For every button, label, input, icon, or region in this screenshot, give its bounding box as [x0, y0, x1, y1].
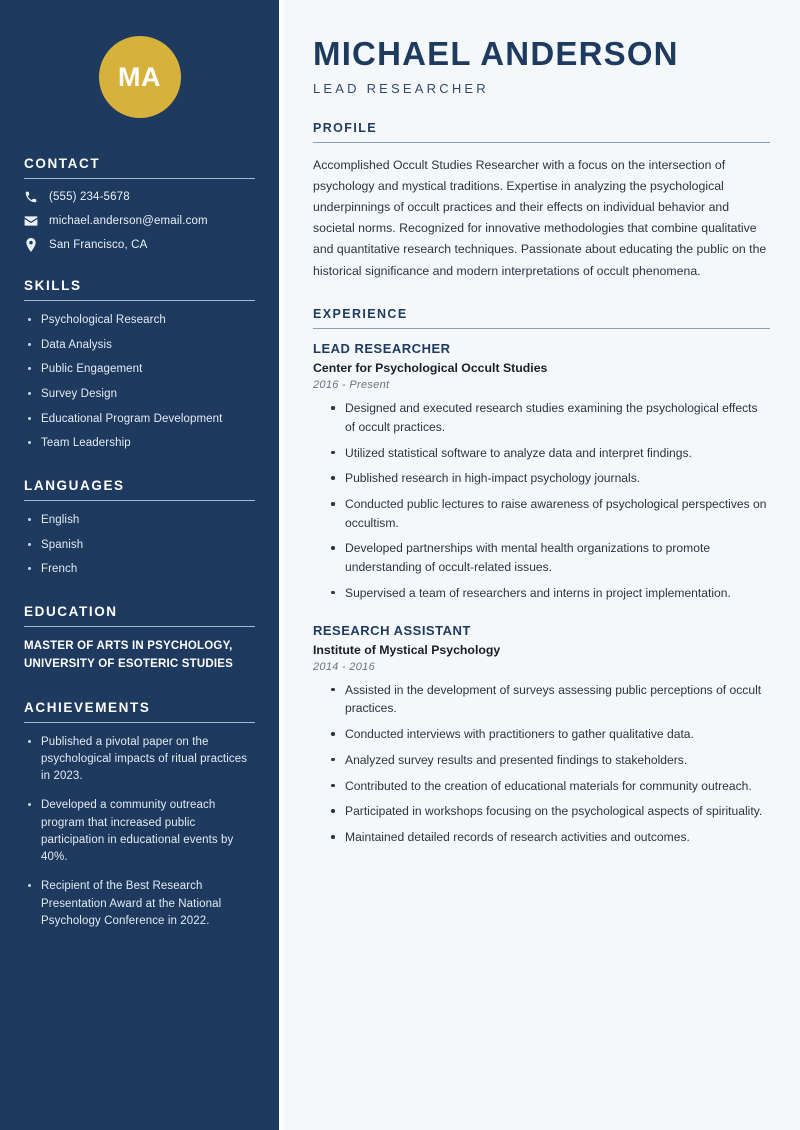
- education-degree: MASTER OF ARTS IN PSYCHOLOGY, UNIVERSITY OF ESOTERIC STUDIES: [24, 640, 233, 670]
- list-item: Designed and executed research studies examining the psychological effects of occult practices.: [329, 399, 770, 436]
- languages-list: [24, 512, 255, 578]
- envelope-icon: [24, 214, 38, 228]
- contact-phone-value: (555) 234-5678: [49, 191, 130, 203]
- list-item: Survey Design: [24, 386, 255, 403]
- main-content: [283, 0, 800, 1130]
- list-item: Published research in high-impact psychology journals.: [329, 469, 770, 488]
- contact-section: [24, 156, 255, 252]
- list-item: Assisted in the development of surveys assessing public perceptions of occult practices.: [329, 681, 770, 718]
- achievements-list: [24, 734, 255, 931]
- contact-divider: [24, 178, 255, 179]
- contact-email-value: michael.anderson@email.com: [49, 215, 208, 227]
- profile-section: [313, 121, 770, 282]
- list-item: Developed partnerships with mental health organizations to promote understanding of occult-related issues.: [329, 539, 770, 576]
- contact-location-value: San Francisco, CA: [49, 239, 148, 251]
- list-item: Participated in workshops focusing on the psychological aspects of spirituality.: [329, 802, 770, 821]
- job-dates: 2016 - Present: [313, 379, 390, 392]
- list-item: Published a pivotal paper on the psychological impacts of ritual practices in 2023.: [24, 734, 255, 786]
- achievements-section: [24, 700, 255, 931]
- phone-icon: [24, 190, 38, 204]
- contact-email-row[interactable]: [24, 214, 255, 228]
- achievements-heading: ACHIEVEMENTS: [24, 699, 151, 715]
- profile-text: Accomplished Occult Studies Researcher with a focus on the intersection of psychology and mystical traditions. Expertise in analyzing the psychological underpinnings of occult practices and their effects on individual behavior and societal norms. Recognized for innovative methodologies that combine qualitative and quantitative research techniques. Passionate about educating the public on the historical significance and modern interpretations of occult phenomena.: [313, 157, 767, 278]
- education-divider: [24, 626, 255, 627]
- skills-section: [24, 278, 255, 452]
- sidebar: [0, 0, 279, 1130]
- job-bullet-list: [313, 681, 770, 847]
- profile-divider: [313, 142, 770, 143]
- avatar-container: [24, 0, 255, 156]
- job-bullet-list: [313, 399, 770, 603]
- skills-divider: [24, 300, 255, 301]
- languages-divider: [24, 500, 255, 501]
- list-item: Conducted public lectures to raise awareness of psychological perspectives on occultism.: [329, 495, 770, 532]
- list-item: Psychological Research: [24, 312, 255, 329]
- list-item: Analyzed survey results and presented findings to stakeholders.: [329, 751, 770, 770]
- list-item: English: [24, 512, 255, 529]
- experience-divider: [313, 328, 770, 329]
- list-item: Team Leadership: [24, 435, 255, 452]
- profile-heading: PROFILE: [313, 120, 377, 135]
- contact-heading: CONTACT: [24, 156, 101, 171]
- experience-heading: EXPERIENCE: [313, 306, 408, 321]
- list-item: Data Analysis: [24, 337, 255, 354]
- job-company: Center for Psychological Occult Studies: [313, 361, 548, 376]
- list-item: Supervised a team of researchers and interns in project implementation.: [329, 584, 770, 603]
- job-title: LEAD RESEARCHER: [313, 341, 451, 357]
- skills-heading: SKILLS: [24, 278, 82, 293]
- page-title: MICHAEL ANDERSON: [313, 35, 679, 72]
- list-item: Recipient of the Best Research Presentation Award at the National Psychology Conference in 2022.: [24, 878, 255, 930]
- skills-list: [24, 312, 255, 452]
- job-company: Institute of Mystical Psychology: [313, 642, 501, 657]
- education-heading: EDUCATION: [24, 604, 118, 620]
- list-item: Utilized statistical software to analyze data and interpret findings.: [329, 444, 770, 463]
- contact-phone-row[interactable]: [24, 190, 255, 204]
- avatar: MA: [99, 36, 181, 118]
- list-item: Spanish: [24, 537, 255, 554]
- list-item: Contributed to the creation of educational materials for community outreach.: [329, 777, 770, 796]
- experience-section: [313, 307, 770, 847]
- job-title: RESEARCH ASSISTANT: [313, 622, 471, 638]
- list-item: Developed a community outreach program that increased public participation in educational events by 40%.: [24, 797, 255, 866]
- languages-heading: LANGUAGES: [24, 478, 125, 494]
- list-item: Conducted interviews with practitioners to gather qualitative data.: [329, 725, 770, 744]
- job-role-subtitle: LEAD RESEARCHER: [313, 80, 489, 96]
- list-item: French: [24, 561, 255, 578]
- experience-job: [313, 623, 770, 847]
- list-item: Public Engagement: [24, 361, 255, 378]
- education-section: [24, 604, 255, 674]
- languages-section: [24, 478, 255, 578]
- list-item: Maintained detailed records of research activities and outcomes.: [329, 828, 770, 847]
- contact-location-row[interactable]: [24, 238, 255, 252]
- job-dates: 2014 - 2016: [313, 660, 376, 673]
- achievements-divider: [24, 722, 255, 723]
- map-pin-icon: [24, 238, 38, 252]
- list-item: Educational Program Development: [24, 411, 255, 428]
- experience-job: [313, 341, 770, 603]
